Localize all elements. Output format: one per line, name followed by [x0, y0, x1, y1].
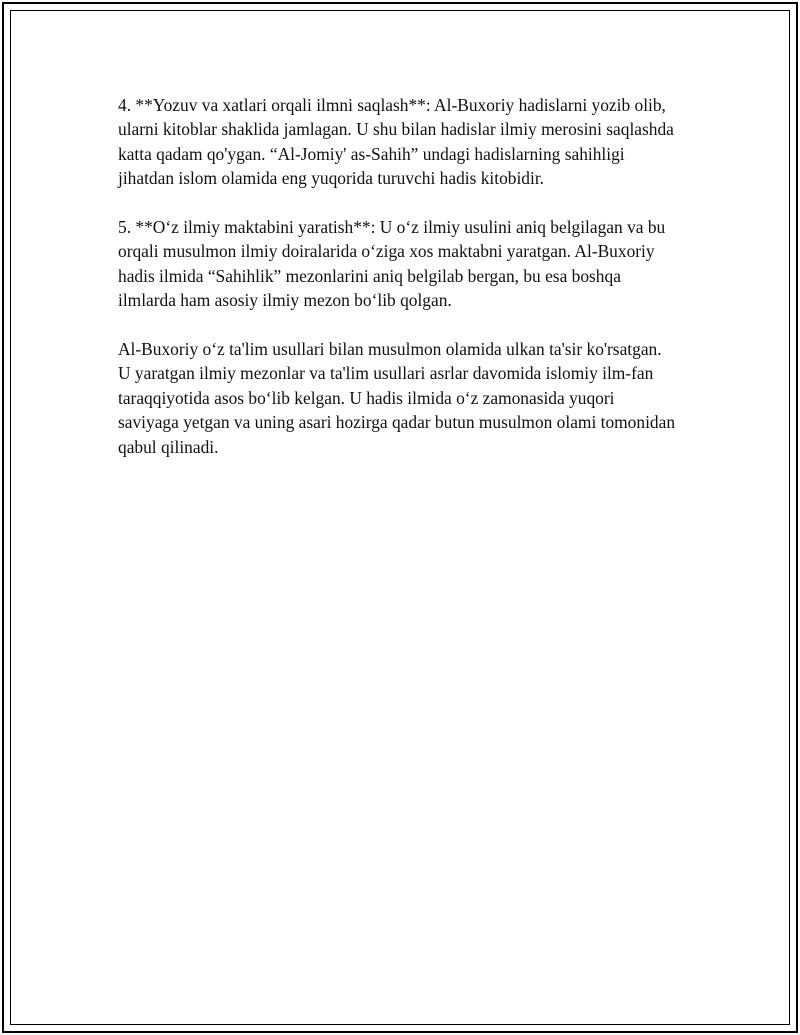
paragraph-conclusion: Al-Buxoriy o‘z ta'lim usullari bilan musulmon olamida ulkan ta'sir ko'rsatgan. U yaratgan ilmiy mezonlar va ta'lim usullari asrlar davomida islomiy ilm-fan taraqqiyotida asos bo‘lib kelgan. U hadis ilmida o‘z zamonasida yuqori saviyaga yetgan va uning asari hozirga qadar butun musulmon olami tomonidan qabul qilinadi. — [118, 339, 676, 457]
document-body — [118, 93, 678, 483]
paragraph-point-4: 4. **Yozuv va xatlari orqali ilmni saqlash**: Al-Buxoriy hadislarni yozib olib, ularni kitoblar shaklida jamlagan. U shu bilan hadislar ilmiy merosini saqlashda katta qadam qo'ygan. “Al-Jomiy' as-Sahih” undagi hadislarning sahihligi jihatdan islom olamida eng yuqorida turuvchi hadis kitobidir. — [118, 95, 674, 189]
paragraph-point-5: 5. **O‘z ilmiy maktabini yaratish**: U o‘z ilmiy usulini aniq belgilagan va bu orqali musulmon ilmiy doiralarida o‘ziga xos maktabni yaratgan. Al-Buxoriy hadis ilmida “Sahihlik” mezonlarini aniq belgilab bergan, bu esa boshqa ilmlarda ham asosiy ilmiy mezon bo‘lib qolgan. — [118, 217, 666, 311]
